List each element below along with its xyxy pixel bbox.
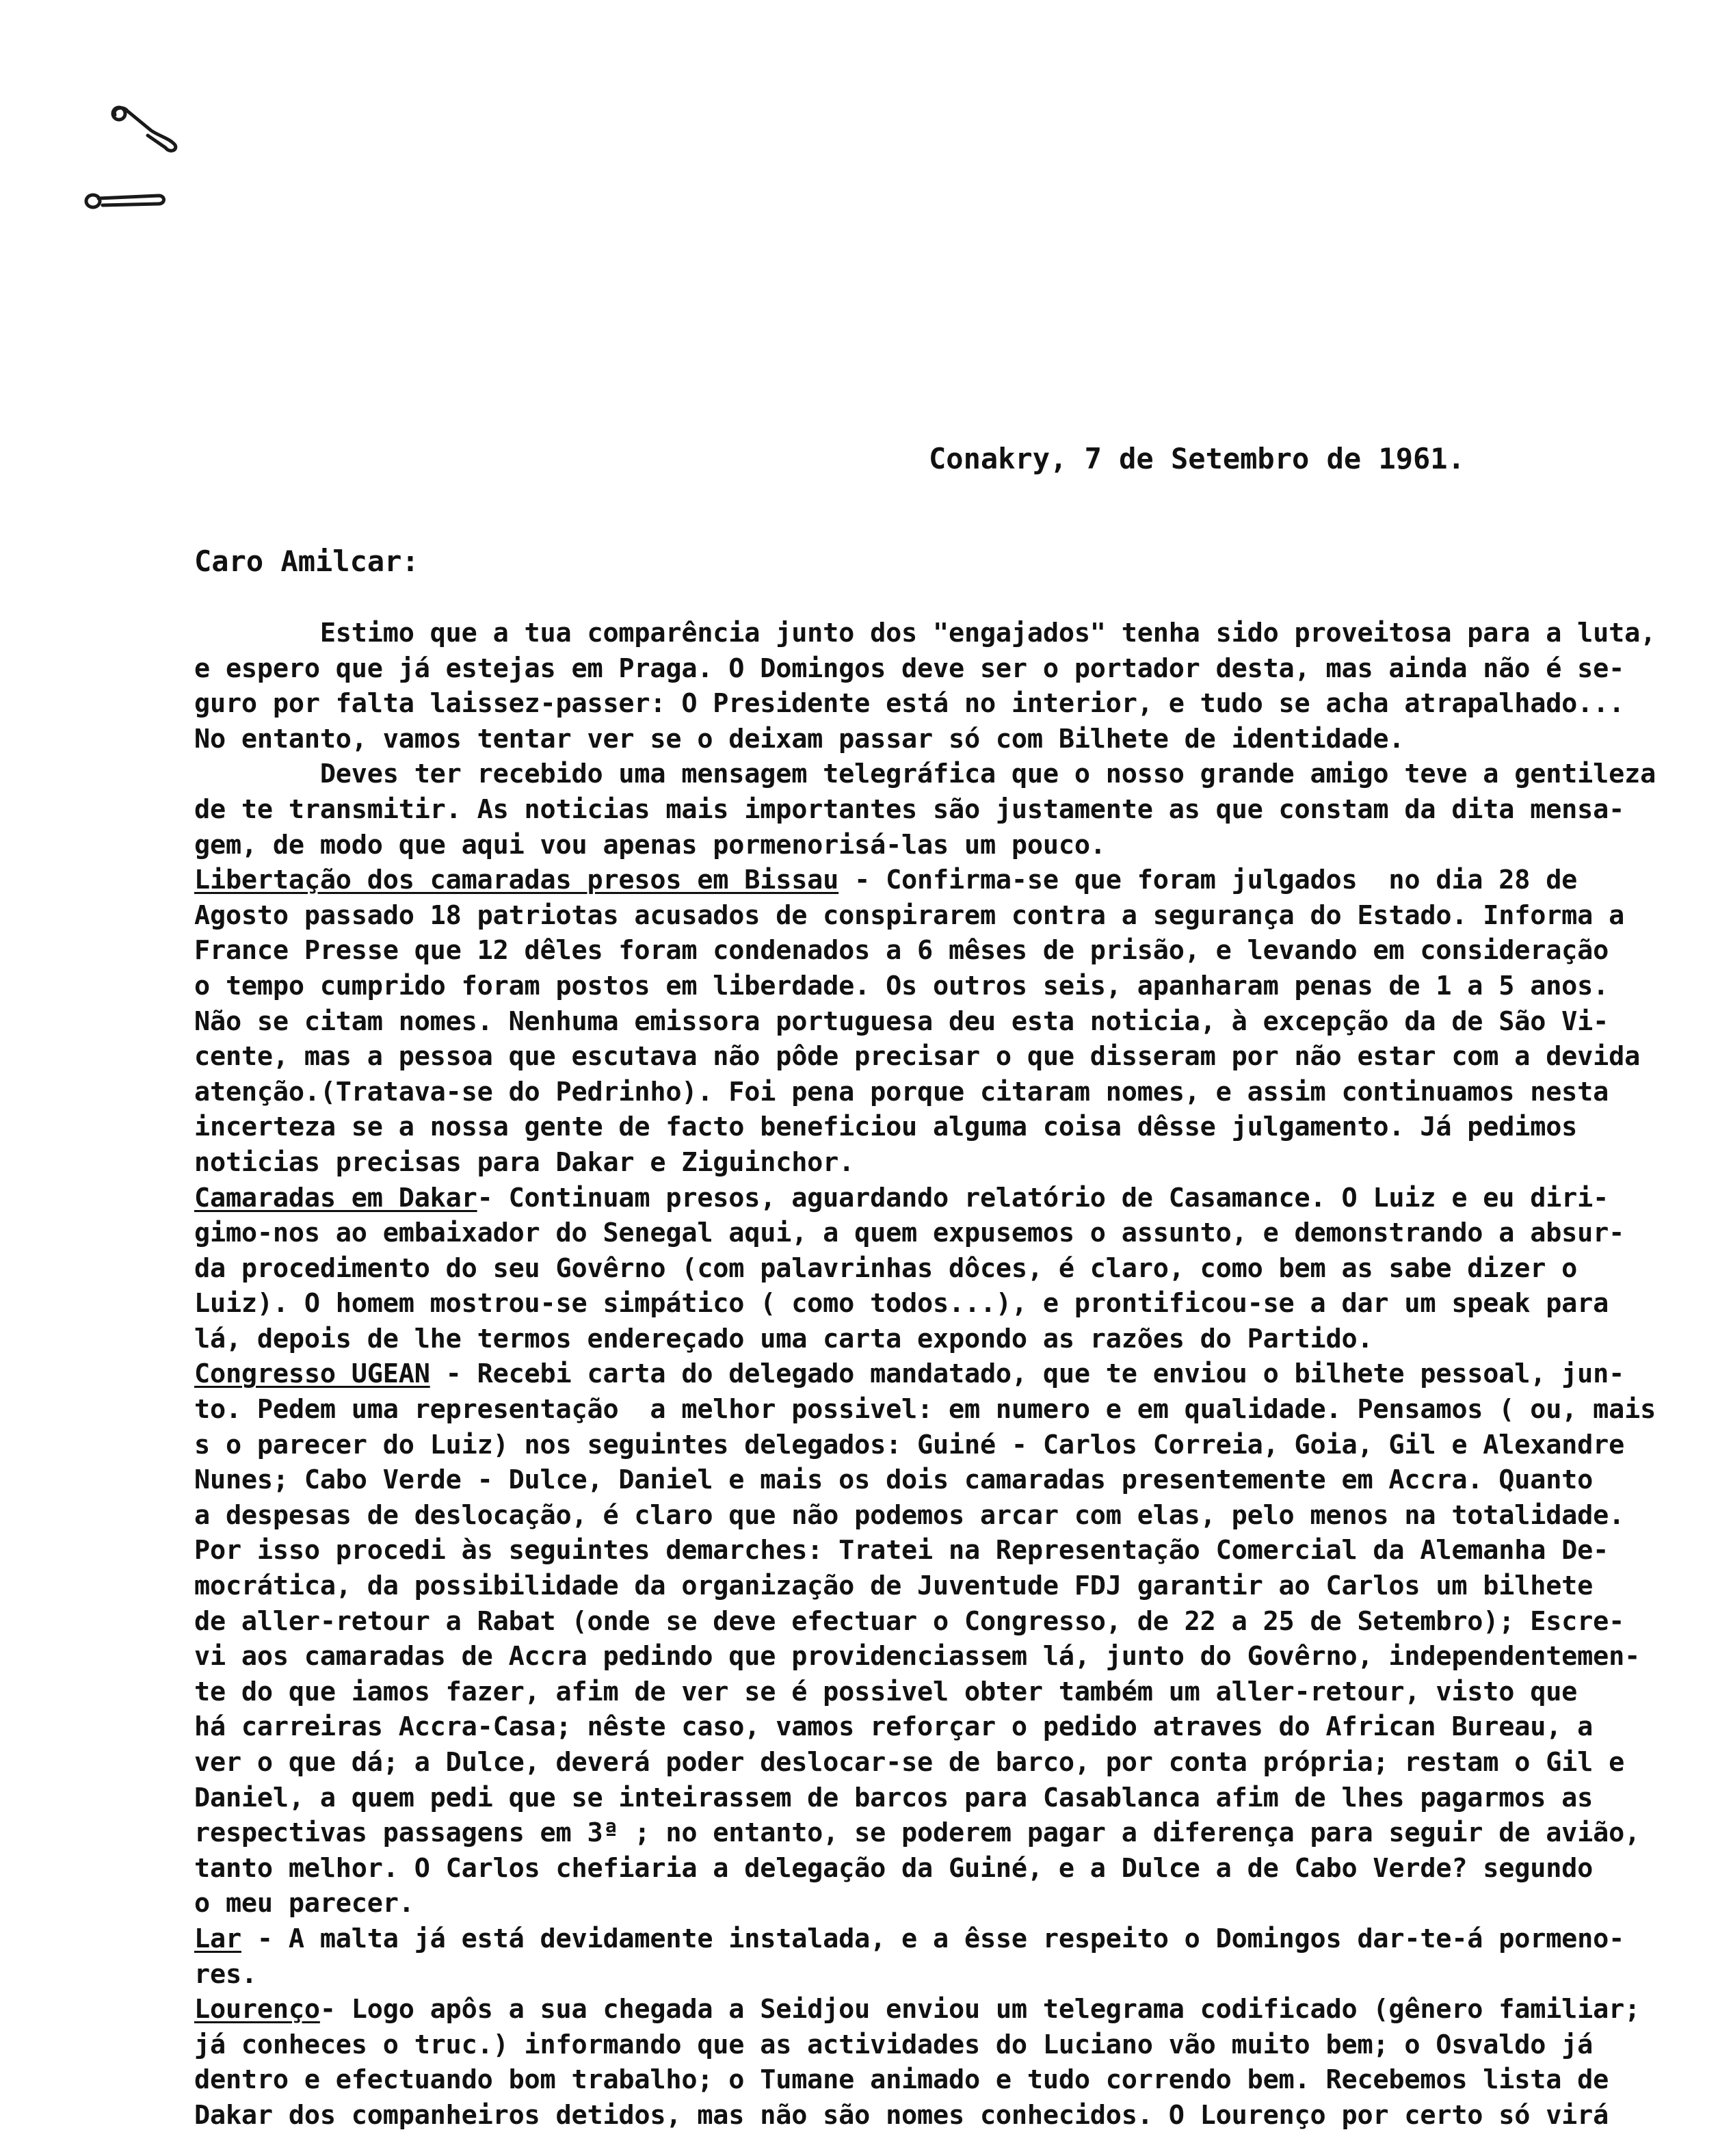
line-text: te do que iamos fazer, afim de ver se é possivel obter também um aller-retour, visto que bbox=[194, 1676, 1578, 1707]
letter-line bbox=[194, 1075, 1658, 1110]
line-text: mocrática, da possibilidade da organização de Juventude FDJ garantir ao Carlos um bilhete bbox=[194, 1570, 1594, 1602]
letter-line bbox=[194, 898, 1658, 934]
line-text: - Confirma-se que foram julgados no dia 28 de bbox=[838, 865, 1578, 896]
letter-line bbox=[194, 757, 1658, 792]
letter-line bbox=[194, 2062, 1658, 2098]
line-text: gimo-nos ao embaixador do Senegal aqui, a quem expusemos o assunto, e demonstrando a absur- bbox=[194, 1218, 1625, 1249]
line-text: Por isso procedi às seguintes demarches: Tratei na Representação Comercial da Alemanha De- bbox=[194, 1535, 1609, 1566]
line-text: No entanto, vamos tentar ver se o deixam passar só com Bilhete de identidade. bbox=[194, 723, 1405, 754]
letter-line bbox=[194, 1428, 1658, 1463]
letter-line bbox=[194, 2098, 1658, 2133]
letter-line bbox=[194, 1251, 1658, 1287]
letter-line bbox=[194, 686, 1658, 722]
line-text: de te transmitir. As noticias mais importantes são justamente as que constam da dita mensa- bbox=[194, 793, 1625, 825]
letter-line bbox=[194, 828, 1658, 863]
line-text: cente, mas a pessoa que escutava não pôde precisar o que disseram por não estar com a devida bbox=[194, 1041, 1641, 1073]
line-text: Nunes; Cabo Verde - Dulce, Daniel e mais os dois camaradas presentemente em Accra. Quanto bbox=[194, 1464, 1594, 1496]
line-text: - Continuam presos, aguardando relatório de Casamance. O Luiz e eu diri- bbox=[477, 1182, 1609, 1213]
line-text: respectivas passagens em 3ª ; no entanto, se poderem pagar a diferença para seguir de avião, bbox=[194, 1817, 1641, 1849]
line-text: a despesas de deslocação, é claro que não podemos arcar com elas, pelo menos na totalidade. bbox=[194, 1499, 1625, 1531]
paperclip-mark-top bbox=[109, 103, 185, 157]
line-text: já conheces o truc.) informando que as actividades do Luciano vão muito bem; o Osvaldo já bbox=[194, 2029, 1594, 2060]
line-text: e espero que já estejas em Praga. O Domingos deve ser o portador desta, mas ainda não é se- bbox=[194, 653, 1625, 684]
letter-line bbox=[194, 651, 1658, 687]
letter-line bbox=[194, 722, 1658, 757]
letter-line bbox=[194, 1145, 1658, 1181]
letter-body bbox=[194, 616, 1658, 2133]
line-text: atenção.(Tratava-se do Pedrinho). Foi pena porque citaram nomes, e assim continuamos nesta bbox=[194, 1076, 1609, 1107]
letter-line bbox=[194, 1215, 1658, 1251]
letter-line bbox=[194, 933, 1658, 969]
line-text: dentro e efectuando bom trabalho; o Tumane animado e tudo correndo bem. Recebemos lista de bbox=[194, 2064, 1609, 2096]
letter-line bbox=[194, 1780, 1658, 1816]
letter-line bbox=[194, 2027, 1658, 2063]
letter-line bbox=[194, 1921, 1658, 1957]
line-text: Daniel, a quem pedi que se inteirassem de barcos para Casablanca afim de lhes pagarmos as bbox=[194, 1782, 1594, 1813]
section-heading: Lar bbox=[194, 1923, 241, 1954]
letter-line bbox=[194, 616, 1658, 651]
section-heading: Congresso UGEAN bbox=[194, 1358, 430, 1390]
line-text: Deves ter recebido uma mensagem telegráfica que o nosso grande amigo teve a gentileza bbox=[194, 759, 1656, 790]
letter-line bbox=[194, 1957, 1658, 1993]
letter-line bbox=[194, 1322, 1658, 1357]
letter-line bbox=[194, 1568, 1658, 1604]
letter-line bbox=[194, 1886, 1658, 1921]
letter-line bbox=[194, 1356, 1658, 1392]
line-text: o tempo cumprido foram postos em liberdade. Os outros seis, apanharam penas de 1 a 5 anos. bbox=[194, 970, 1609, 1001]
line-text: lá, depois de lhe termos endereçado uma carta expondo as razões do Partido. bbox=[194, 1323, 1373, 1354]
line-text: - Logo apôs a sua chegada a Seidjou enviou um telegrama codificado (gênero familiar; bbox=[319, 1994, 1641, 2025]
letter-line bbox=[194, 1709, 1658, 1745]
letter-line bbox=[194, 1745, 1658, 1780]
line-text: s o parecer do Luiz) nos seguintes delegados: Guiné - Carlos Correia, Goia, Gil e Alexandre bbox=[194, 1429, 1625, 1460]
letter-dateline: Conakry, 7 de Setembro de 1961. bbox=[929, 442, 1465, 475]
letter-line bbox=[194, 1674, 1658, 1710]
line-text: Não se citam nomes. Nenhuma emissora portuguesa deu esta noticia, à excepção da de São Vi- bbox=[194, 1005, 1609, 1037]
letter-line bbox=[194, 1181, 1658, 1216]
letter-line bbox=[194, 1109, 1658, 1145]
letter-line bbox=[194, 1815, 1658, 1851]
letter-line bbox=[194, 969, 1658, 1004]
letter-line bbox=[194, 863, 1658, 898]
line-text: - Recebi carta do delegado mandatado, que te enviou o bilhete pessoal, jun- bbox=[430, 1358, 1625, 1390]
letter-line bbox=[194, 1004, 1658, 1040]
section-heading: Camaradas em Dakar bbox=[194, 1182, 477, 1213]
line-text: guro por falta laissez-passer: O Presidente está no interior, e tudo se acha atrapalhado... bbox=[194, 688, 1625, 720]
line-text: o meu parecer. bbox=[194, 1888, 414, 1919]
letter-line bbox=[194, 1851, 1658, 1886]
line-text: Dakar dos companheiros detidos, mas não são nomes conhecidos. O Lourenço por certo só virá bbox=[194, 2099, 1609, 2131]
line-text: France Presse que 12 dêles foram condenados a 6 mêses de prisão, e levando em consideração bbox=[194, 935, 1609, 967]
line-text: tanto melhor. O Carlos chefiaria a delegação da Guiné, e a Dulce a de Cabo Verde? segundo bbox=[194, 1852, 1594, 1884]
line-text: ver o que dá; a Dulce, deverá poder deslocar-se de barco, por conta própria; restam o Gil e bbox=[194, 1747, 1625, 1778]
line-text: de aller-retour a Rabat (onde se deve efectuar o Congresso, de 22 a 25 de Setembro); Escre- bbox=[194, 1605, 1625, 1637]
line-text: - A malta já está devidamente instalada, e a êsse respeito o Domingos dar-te-á pormeno- bbox=[241, 1923, 1625, 1954]
line-text: vi aos camaradas de Accra pedindo que providenciassem lá, junto do Govêrno, independentemen- bbox=[194, 1641, 1641, 1672]
line-text: da procedimento do seu Govêrno (com palavrinhas dôces, é claro, como bem as sabe dizer o bbox=[194, 1252, 1578, 1284]
letter-line bbox=[194, 1604, 1658, 1640]
section-heading: Lourenço bbox=[194, 1994, 320, 2025]
letter-line bbox=[194, 1039, 1658, 1075]
letter-line bbox=[194, 1639, 1658, 1674]
line-text: há carreiras Accra-Casa; nêste caso, vamos reforçar o pedido atraves do African Bureau, a bbox=[194, 1711, 1594, 1743]
letter-line bbox=[194, 792, 1658, 828]
line-text: Luiz). O homem mostrou-se simpático ( como todos...), e prontificou-se a dar um speak para bbox=[194, 1288, 1609, 1319]
letter-line bbox=[194, 1286, 1658, 1322]
letter-line bbox=[194, 1992, 1658, 2027]
line-text: incerteza se a nossa gente de facto beneficiou alguma coisa dêsse julgamento. Já pedimos bbox=[194, 1112, 1578, 1143]
line-text: Estimo que a tua comparência junto dos "engajados" tenha sido proveitosa para a luta, bbox=[194, 618, 1656, 648]
letter-line bbox=[194, 1533, 1658, 1568]
line-text: to. Pedem uma representação a melhor possivel: em numero e em qualidade. Pensamos ( ou, mais bbox=[194, 1394, 1656, 1425]
paperclip-mark-bottom bbox=[82, 186, 171, 213]
line-text: noticias precisas para Dakar e Ziguinchor. bbox=[194, 1146, 855, 1178]
letter-salutation: Caro Amilcar: bbox=[194, 544, 419, 578]
section-heading: Libertação dos camaradas presos em Bissau bbox=[194, 865, 839, 896]
line-text: gem, de modo que aqui vou apenas pormenorisá-las um pouco. bbox=[194, 829, 1106, 860]
letter-line bbox=[194, 1498, 1658, 1534]
letter-line bbox=[194, 1462, 1658, 1498]
letter-line bbox=[194, 1392, 1658, 1428]
line-text: Agosto passado 18 patriotas acusados de conspirarem contra a segurança do Estado. Informa a bbox=[194, 899, 1625, 931]
line-text: res. bbox=[194, 1958, 257, 1990]
